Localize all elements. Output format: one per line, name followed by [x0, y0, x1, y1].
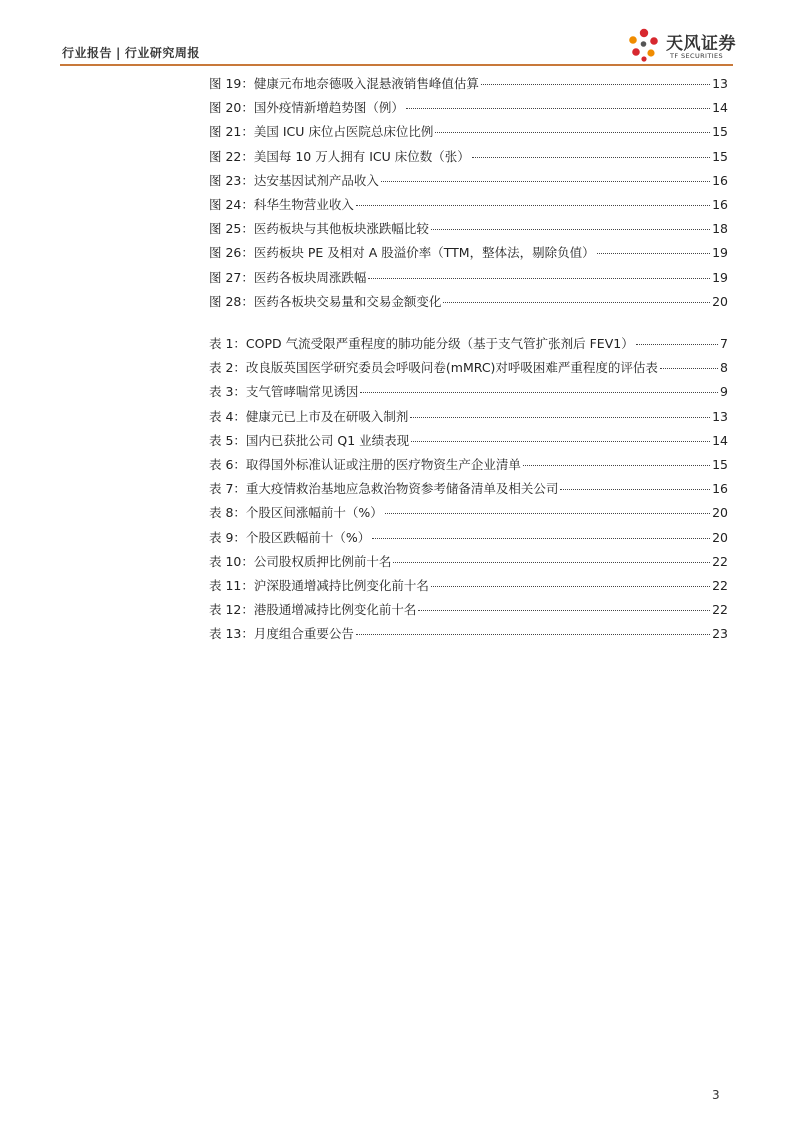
- flower-logo-icon: [622, 24, 666, 64]
- toc-entry[interactable]: [209, 576, 728, 600]
- leader-dots: [372, 538, 710, 539]
- toc-entry-label: 表 11：沪深股通增减持比例变化前十名: [209, 577, 429, 593]
- report-subtype: 行业研究周报: [124, 46, 200, 60]
- leader-dots: [523, 465, 710, 466]
- toc-entry-label: 图 27：医药各板块周涨跌幅: [209, 269, 367, 285]
- leader-dots: [356, 205, 710, 206]
- toc-entry-label: 表 13：月度组合重要公告: [209, 626, 354, 642]
- toc-entry-label: 图 28：医药各板块交易量和交易金额变化: [209, 293, 442, 309]
- leader-dots: [418, 610, 710, 611]
- report-type: 行业报告: [62, 46, 113, 60]
- toc-entry-label: 表 9：个股区跌幅前十（%）: [209, 529, 371, 545]
- leader-dots: [472, 157, 710, 158]
- toc-entry-label: 图 22：美国每 10 万人拥有 ICU 床位数（张）: [209, 148, 470, 164]
- toc-entry-label: 表 10：公司股权质押比例前十名: [209, 553, 392, 569]
- table-list: [209, 334, 728, 648]
- toc-entry-page: 20: [712, 505, 728, 521]
- leader-dots: [481, 84, 710, 85]
- toc-entry[interactable]: [209, 358, 728, 382]
- leader-dots: [435, 132, 710, 133]
- toc-entry-page: 15: [712, 124, 728, 140]
- leader-dots: [406, 108, 710, 109]
- leader-dots: [356, 634, 710, 635]
- leader-dots: [410, 417, 710, 418]
- toc-entry-page: 15: [712, 148, 728, 164]
- leader-dots: [560, 489, 710, 490]
- toc-entry-label: 表 2：改良版英国医学研究委员会呼吸问卷(mMRC)对呼吸困难严重程度的评估表: [209, 360, 658, 376]
- header-separator: |: [116, 46, 121, 60]
- toc-entry-page: 16: [712, 196, 728, 212]
- toc-entry-label: 表 12：港股通增减持比例变化前十名: [209, 602, 417, 618]
- leader-dots: [393, 562, 710, 563]
- toc-entry-label: 表 5：国内已获批公司 Q1 业绩表现: [209, 432, 410, 448]
- logo-chinese-name: 天风证券: [666, 34, 736, 54]
- toc-entry[interactable]: [209, 455, 728, 479]
- company-logo: [622, 24, 737, 64]
- toc-entry[interactable]: [209, 334, 728, 358]
- toc-entry-page: 22: [712, 602, 728, 618]
- toc-entry-page: 20: [712, 293, 728, 309]
- toc-entry[interactable]: [209, 624, 728, 648]
- toc-entry[interactable]: [209, 98, 728, 122]
- toc-entry-page: 13: [712, 408, 728, 424]
- logo-english-name: TF SECURITIES: [670, 52, 724, 60]
- toc-entry-page: 13: [712, 76, 728, 91]
- toc-entry[interactable]: [209, 171, 728, 195]
- toc-entry-page: 22: [712, 553, 728, 569]
- toc-entry-page: 14: [712, 432, 728, 448]
- leader-dots: [597, 253, 710, 254]
- toc-entry-label: 图 26：医药板块 PE 及相对 A 股溢价率（TTM，整体法，剔除负值）: [209, 245, 595, 261]
- toc-entry-label: 图 21：美国 ICU 床位占医院总床位比例: [209, 124, 434, 140]
- toc-entry-page: 7: [720, 336, 728, 351]
- leader-dots: [431, 229, 710, 230]
- toc-entry-page: 19: [712, 245, 728, 261]
- report-category: [62, 44, 200, 61]
- toc-entry[interactable]: [209, 147, 728, 171]
- toc-entry[interactable]: [209, 382, 728, 406]
- toc-entry-page: 19: [712, 269, 728, 285]
- toc-entry[interactable]: [209, 195, 728, 219]
- header-divider: [60, 64, 733, 66]
- toc-entry-page: 23: [712, 626, 728, 642]
- toc-entry-page: 9: [720, 384, 728, 400]
- toc-entry[interactable]: [209, 431, 728, 455]
- leader-dots: [660, 368, 718, 369]
- toc-entry[interactable]: [209, 503, 728, 527]
- figure-list: [209, 74, 728, 316]
- toc-entry-label: 表 8：个股区间涨幅前十（%）: [209, 505, 383, 521]
- toc-entry[interactable]: [209, 292, 728, 316]
- toc-entry-label: 表 6：取得国外标准认证或注册的医疗物资生产企业清单: [209, 456, 521, 472]
- toc-entry-label: 图 25：医药板块与其他板块涨跌幅比较: [209, 221, 429, 237]
- toc-entry[interactable]: [209, 219, 728, 243]
- page-number: 3: [712, 1088, 720, 1102]
- toc-entry-page: 18: [712, 221, 728, 237]
- leader-dots: [431, 586, 710, 587]
- toc-entry-label: 图 20：国外疫情新增趋势图（例）: [209, 100, 404, 116]
- toc-entry-page: 16: [712, 172, 728, 188]
- leader-dots: [368, 278, 710, 279]
- leader-dots: [636, 344, 718, 345]
- toc-entry-label: 图 19：健康元布地奈德吸入混悬液销售峰值估算: [209, 76, 479, 91]
- toc-entry[interactable]: [209, 122, 728, 146]
- toc-entry[interactable]: [209, 528, 728, 552]
- toc-entry-page: 14: [712, 100, 728, 116]
- toc-entry-label: 图 24：科华生物营业收入: [209, 196, 354, 212]
- toc-entry-label: 表 7：重大疫情救治基地应急救治物资参考储备清单及相关公司: [209, 481, 559, 497]
- toc-entry[interactable]: [209, 243, 728, 267]
- toc-entry-label: 表 1：COPD 气流受限严重程度的肺功能分级（基于支气管扩张剂后 FEV1）: [209, 336, 634, 351]
- leader-dots: [443, 302, 710, 303]
- toc-entry[interactable]: [209, 479, 728, 503]
- toc-entry-page: 20: [712, 529, 728, 545]
- toc-entry-label: 图 23：达安基因试剂产品收入: [209, 172, 379, 188]
- leader-dots: [360, 392, 718, 393]
- toc-entry-page: 15: [712, 456, 728, 472]
- toc-entry-page: 16: [712, 481, 728, 497]
- toc-entry-label: 表 3：支气管哮喘常见诱因: [209, 384, 359, 400]
- toc-entry[interactable]: [209, 552, 728, 576]
- leader-dots: [385, 513, 710, 514]
- toc-entry[interactable]: [209, 74, 728, 98]
- toc-entry-page: 22: [712, 577, 728, 593]
- toc-entry[interactable]: [209, 407, 728, 431]
- leader-dots: [381, 181, 710, 182]
- toc-entry[interactable]: [209, 600, 728, 624]
- toc-entry-label: 表 4：健康元已上市及在研吸入制剂: [209, 408, 409, 424]
- leader-dots: [411, 441, 710, 442]
- toc-entry[interactable]: [209, 268, 728, 292]
- toc-entry-page: 8: [720, 360, 728, 376]
